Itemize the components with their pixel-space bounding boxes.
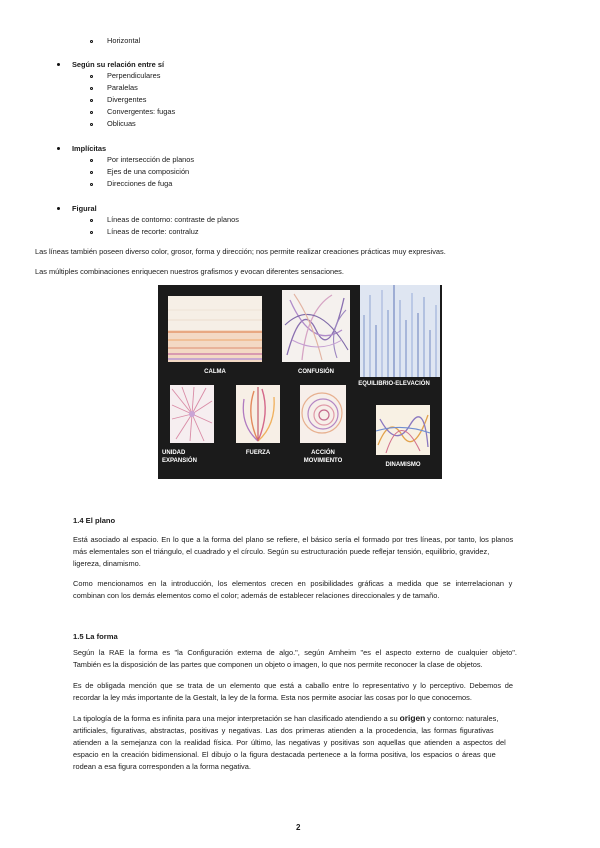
bullet [57, 147, 60, 150]
sub-bullet [90, 159, 93, 162]
paragraph-line: Según la RAE la forma es "la Configuración externa de algo.", según Arnheim "es el aspecto externo de cualquier objeto". [73, 648, 517, 657]
list-item: Perpendiculares [107, 71, 161, 80]
list-item: Direcciones de fuga [107, 179, 173, 188]
equilibrio-drawing [360, 285, 440, 377]
caption-fuerza: FUERZA [245, 450, 271, 456]
list-item: Convergentes: fugas [107, 107, 176, 116]
section-heading-plano: 1.4 El plano [73, 516, 116, 525]
sub-bullet [90, 219, 93, 222]
caption-equilibrio: EQUILIBRIO-ELEVACIÓN [358, 381, 430, 387]
list-item: Ejes de una composición [107, 167, 190, 176]
paragraph-line: También es la disposición de las partes que componen un objeto o imagen, lo que nos permite reconocer la clase de objetos. [73, 660, 483, 669]
paragraph-line: combinan con los demás elementos como el color; además de establecer relaciones direccionales y de tamaño. [73, 591, 440, 600]
paragraph-line: Está asociado al espacio. En lo que a la forma del plano se refiere, el básico sería el formado por tres líneas, por tanto, los planos [73, 535, 514, 544]
accion-drawing [300, 385, 346, 443]
paragraph-line: espacio en la creación bidimensional. El dibujo o la figura destacada pertenece a la forma positiva, los espacios o áreas que [73, 750, 496, 759]
paragraph: Las líneas también poseen diverso color, grosor, forma y dirección; nos permite realizar creaciones prácticas muy expresivas. [35, 247, 446, 256]
paragraph-line: artificiales, figurativas, abstractas, positivas y negativas. Las dos primeras atienden a la procedencia, las formas figurativas [73, 726, 494, 735]
sub-bullet [90, 75, 93, 78]
paragraph-line: rodean a esa figura corresponden a la forma negativa. [73, 762, 251, 771]
list-group-title: Figural [72, 204, 97, 213]
paragraph-line: atienden a la semejanza con la realidad física. Por último, las negativas y positivas son aquellas que atienden a aspectos del [73, 738, 506, 747]
paragraph-line [73, 713, 498, 725]
calma-drawing [168, 296, 262, 362]
paragraph: Las múltiples combinaciones enriquecen nuestros grafismos y evocan diferentes sensaciones. [35, 267, 344, 276]
paragraph-text: La tipología de la forma es infinita para una mejor interpretación se han clasificado atendiendo a su [73, 714, 398, 723]
sub-bullet [90, 99, 93, 102]
unidad-drawing [170, 385, 214, 443]
sub-bullet [90, 171, 93, 174]
line-expression-figure [158, 285, 442, 479]
section-heading-forma: 1.5 La forma [73, 632, 118, 641]
list-item: Divergentes [107, 95, 147, 104]
confusion-drawing [282, 290, 350, 362]
paragraph-text: y contorno: naturales, [427, 714, 499, 723]
sub-bullet [90, 123, 93, 126]
caption-unidad-1: UNIDAD [162, 450, 186, 456]
sub-bullet [90, 111, 93, 114]
dinamismo-drawing [376, 405, 430, 455]
fuerza-drawing [236, 385, 280, 443]
list-item: Líneas de contorno: contraste de planos [107, 215, 239, 224]
sub-bullet [90, 40, 93, 43]
caption-calma: CALMA [204, 369, 226, 375]
caption-unidad-2: EXPANSIÓN [162, 458, 197, 464]
bullet [57, 63, 60, 66]
paragraph-line: más elementales son el triángulo, el cuadrado y el círculo. Según su estructuración puede reflejar tensión, equilibrio, gravidez, [73, 547, 490, 556]
paragraph-line: Es de obligada mención que se trata de un elemento que está a caballo entre lo representativo y lo perceptivo. Debemos de [73, 681, 513, 690]
caption-dinamismo: DINAMISMO [385, 462, 421, 468]
caption-accion-2: MOVIMIENTO [303, 458, 343, 464]
caption-accion-1: ACCIÓN [311, 450, 335, 456]
sub-bullet [90, 231, 93, 234]
bullet [57, 207, 60, 210]
list-item: Líneas de recorte: contraluz [107, 227, 199, 236]
list-item: Horizontal [107, 36, 141, 45]
sub-bullet [90, 87, 93, 90]
sub-bullet [90, 183, 93, 186]
paragraph-line: recordar la ley más importante de la Gestalt, la ley de la forma. Esta nos permite asociar las cosas por lo que conocemos. [73, 693, 472, 702]
list-item: Oblicuas [107, 119, 136, 128]
page-number: 2 [296, 823, 301, 832]
list-group-title: Según su relación entre sí [72, 60, 165, 69]
list-group-title: Implícitas [72, 144, 107, 153]
list-item: Por intersección de planos [107, 155, 195, 164]
caption-confusion: CONFUSIÓN [298, 369, 334, 375]
paragraph-line: Como mencionamos en la introducción, los elementos crecen en posibilidades gráficas a medida que se interrelacionan y [73, 579, 513, 588]
paragraph-line: ligereza, dinamismo. [73, 559, 141, 568]
list-item: Paralelas [107, 83, 138, 92]
highlighted-word-origen: origen [399, 713, 426, 723]
